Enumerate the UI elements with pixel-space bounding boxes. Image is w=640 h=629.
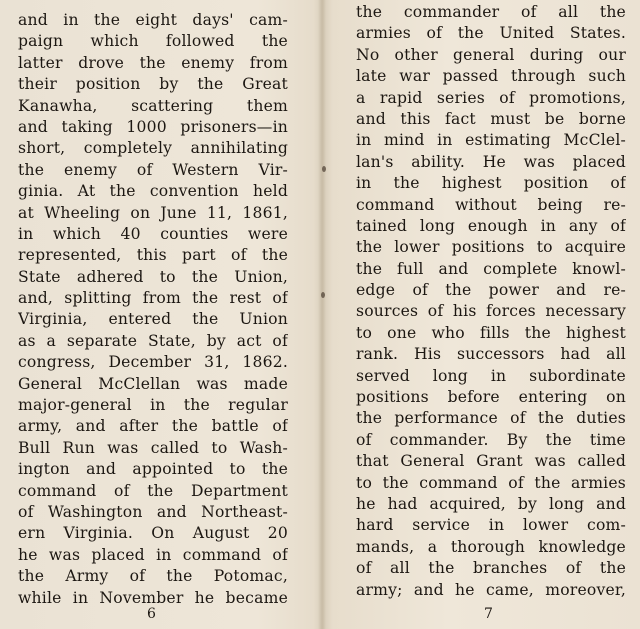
right-line: edge of the power and re- bbox=[356, 281, 626, 300]
left-line: State adhered to the Union, bbox=[18, 267, 288, 286]
right-line: the full and complete knowl- bbox=[356, 259, 626, 278]
left-line: their position by the Great bbox=[18, 75, 288, 94]
left-line: paign which followed the bbox=[18, 32, 288, 51]
right-line: the commander of all the bbox=[356, 3, 626, 21]
right-line: and this fact must be borne bbox=[356, 109, 626, 128]
left-line: congress, December 31, 1862. bbox=[18, 353, 288, 372]
right-line: of all the branches of the bbox=[356, 559, 626, 578]
right-line: army; and he came, moreover, bbox=[356, 580, 626, 599]
right-line: he had acquired, by long and bbox=[356, 494, 626, 513]
right-line: that General Grant was called bbox=[356, 452, 626, 471]
left-line: army, and after the battle of bbox=[18, 417, 288, 436]
ink-speck bbox=[321, 292, 325, 298]
right-line: in the highest position of bbox=[356, 174, 626, 193]
right-line: a rapid series of promotions, bbox=[356, 88, 626, 107]
right-line: to the command of the armies bbox=[356, 473, 626, 492]
left-line: ginia. At the convention held bbox=[18, 182, 288, 201]
left-line: while in November he became bbox=[18, 588, 288, 607]
right-line: in mind in estimating McClel- bbox=[356, 131, 626, 150]
left-line: of Washington and Northeast- bbox=[18, 502, 288, 521]
left-line: major-general in the regular bbox=[18, 396, 288, 415]
right-line: the lower positions to acquire bbox=[356, 238, 626, 257]
right-line: mands, a thorough knowledge bbox=[356, 537, 626, 556]
right-line: the performance of the duties bbox=[356, 409, 626, 428]
left-line: the Army of the Potomac, bbox=[18, 567, 288, 586]
left-line: represented, this part of the bbox=[18, 246, 288, 265]
left-line: as a separate State, by act of bbox=[18, 331, 288, 350]
right-page-text bbox=[356, 0, 626, 601]
right-line: sources of his forces necessary bbox=[356, 302, 626, 321]
left-line: ington and appointed to the bbox=[18, 460, 288, 479]
left-page-number: 6 bbox=[147, 606, 156, 622]
right-line: command without being re- bbox=[356, 195, 626, 214]
left-line: Kanawha, scattering them bbox=[18, 96, 288, 115]
left-line: short, completely annihilating bbox=[18, 139, 288, 158]
left-line: and, splitting from the rest of bbox=[18, 289, 288, 308]
right-line: to one who fills the highest bbox=[356, 323, 626, 342]
left-page-text bbox=[18, 0, 288, 609]
left-line: command of the Department bbox=[18, 481, 288, 500]
right-line: served long in subordinate bbox=[356, 366, 626, 385]
left-line: he was placed in command of bbox=[18, 545, 288, 564]
left-line: and in the eight days' cam- bbox=[18, 11, 288, 29]
left-line: General McClellan was made bbox=[18, 374, 288, 393]
right-line: No other general during our bbox=[356, 45, 626, 64]
left-line: Bull Run was called to Wash- bbox=[18, 438, 288, 457]
right-line: hard service in lower com- bbox=[356, 516, 626, 535]
right-line: late war passed through such bbox=[356, 67, 626, 86]
right-line: of commander. By the time bbox=[356, 430, 626, 449]
right-line: tained long enough in any of bbox=[356, 216, 626, 235]
right-line: positions before entering on bbox=[356, 388, 626, 407]
left-line: Virginia, entered the Union bbox=[18, 310, 288, 329]
right-page-number: 7 bbox=[484, 606, 493, 622]
ink-speck bbox=[322, 166, 326, 172]
left-line: latter drove the enemy from bbox=[18, 53, 288, 72]
left-line: and taking 1000 prisoners—in bbox=[18, 117, 288, 136]
right-line: lan's ability. He was placed bbox=[356, 152, 626, 171]
right-line: rank. His successors had all bbox=[356, 345, 626, 364]
book-gutter bbox=[318, 0, 326, 629]
left-line: the enemy of Western Vir- bbox=[18, 160, 288, 179]
right-line: armies of the United States. bbox=[356, 24, 626, 43]
left-line: in which 40 counties were bbox=[18, 224, 288, 243]
left-line: at Wheeling on June 11, 1861, bbox=[18, 203, 288, 222]
left-line: ern Virginia. On August 20 bbox=[18, 524, 288, 543]
